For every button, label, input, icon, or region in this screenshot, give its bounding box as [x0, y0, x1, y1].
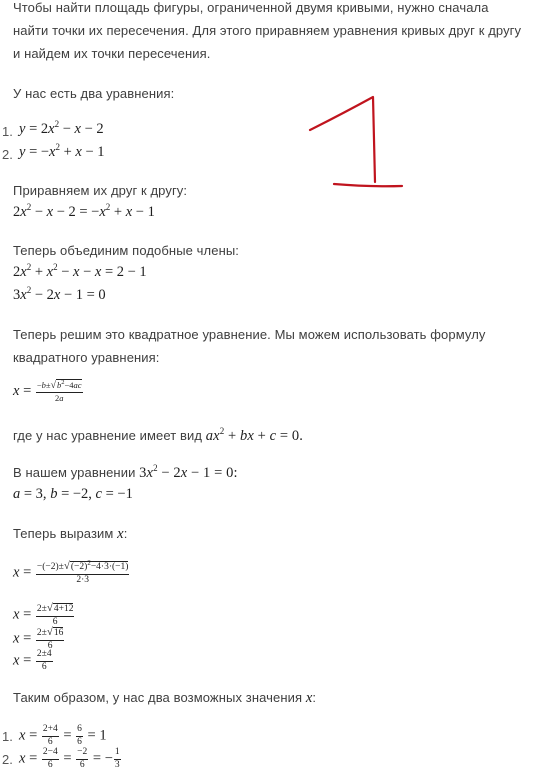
combine-step-2: $3x^2 - 2x - 1 = 0$	[13, 285, 106, 303]
our-equation-text: В нашем уравнении $3x^2 - 2x - 1 = 0$:	[13, 463, 238, 481]
coefficients: a = 3, b = −2, c = −1	[13, 486, 133, 502]
intro-line-1: Чтобы найти площадь фигуры, ограниченной двумя кривыми, нужно сначала	[13, 0, 489, 15]
simplify-step-1: x = $\frac{2\pm√4+12}{6}$	[13, 602, 74, 627]
equation-2: $y = -x^2 + x - 1$	[19, 142, 105, 160]
combine-heading: Теперь объединим подобные члены:	[13, 243, 240, 258]
quadratic-formula: x = $\frac{-b\pm√b^2-4ac}{2a}$	[13, 379, 82, 403]
quadratic-line-1: Теперь решим это квадратное уравнение. Мы можем использовать формулу	[13, 327, 486, 342]
list-number-2: 2.	[2, 752, 13, 767]
substituted-formula: x = $\frac{-(-2)\pm√(-2)^2-4\cdot 3\cdot(-1)}{2\cdot 3}$	[13, 559, 129, 585]
simplify-step-3: x = $\frac{2\pm 4}{6}$	[13, 649, 52, 672]
where-text: где у нас уравнение имеет вид $ax^2$ + bx + c = 0.	[13, 426, 304, 444]
result-text: Таким образом, у нас два возможных значения x:	[13, 690, 317, 706]
intro-line-3: и найдем их точки пересечения.	[13, 46, 211, 61]
solution-1: x = $\frac{2+4}{6}$ = $\frac{6}{6}$ = 1	[19, 724, 107, 747]
equated-equation: $2x^2 - x - 2 = -x^2 + x - 1$	[13, 202, 155, 220]
intro-line-2: найти точки их пересечения. Для этого приравняем уравнения кривых друг к другу	[13, 23, 522, 38]
list-number-2: 2.	[2, 147, 13, 162]
solution-2: x = $\frac{2-4}{6}$ = $\frac{-2}{6}$ = − $\frac{1}{3}$	[19, 747, 120, 770]
quadratic-line-2: квадратного уравнения:	[13, 350, 160, 365]
equations-heading: У нас есть два уравнения:	[13, 86, 175, 101]
equate-heading: Приравняем их друг к другу:	[13, 183, 188, 198]
handwritten-one-mark	[300, 90, 410, 195]
express-text: Теперь выразим x:	[13, 526, 128, 542]
simplify-step-2: x = $\frac{2\pm√16}{6}$	[13, 626, 64, 651]
equation-1: $y = 2x^2 - x - 2$	[19, 119, 104, 137]
list-number-1: 1.	[2, 729, 13, 744]
combine-step-1: $2x^2 + x^2 - x - x = 2 - 1$	[13, 262, 147, 280]
list-number-1: 1.	[2, 124, 13, 139]
